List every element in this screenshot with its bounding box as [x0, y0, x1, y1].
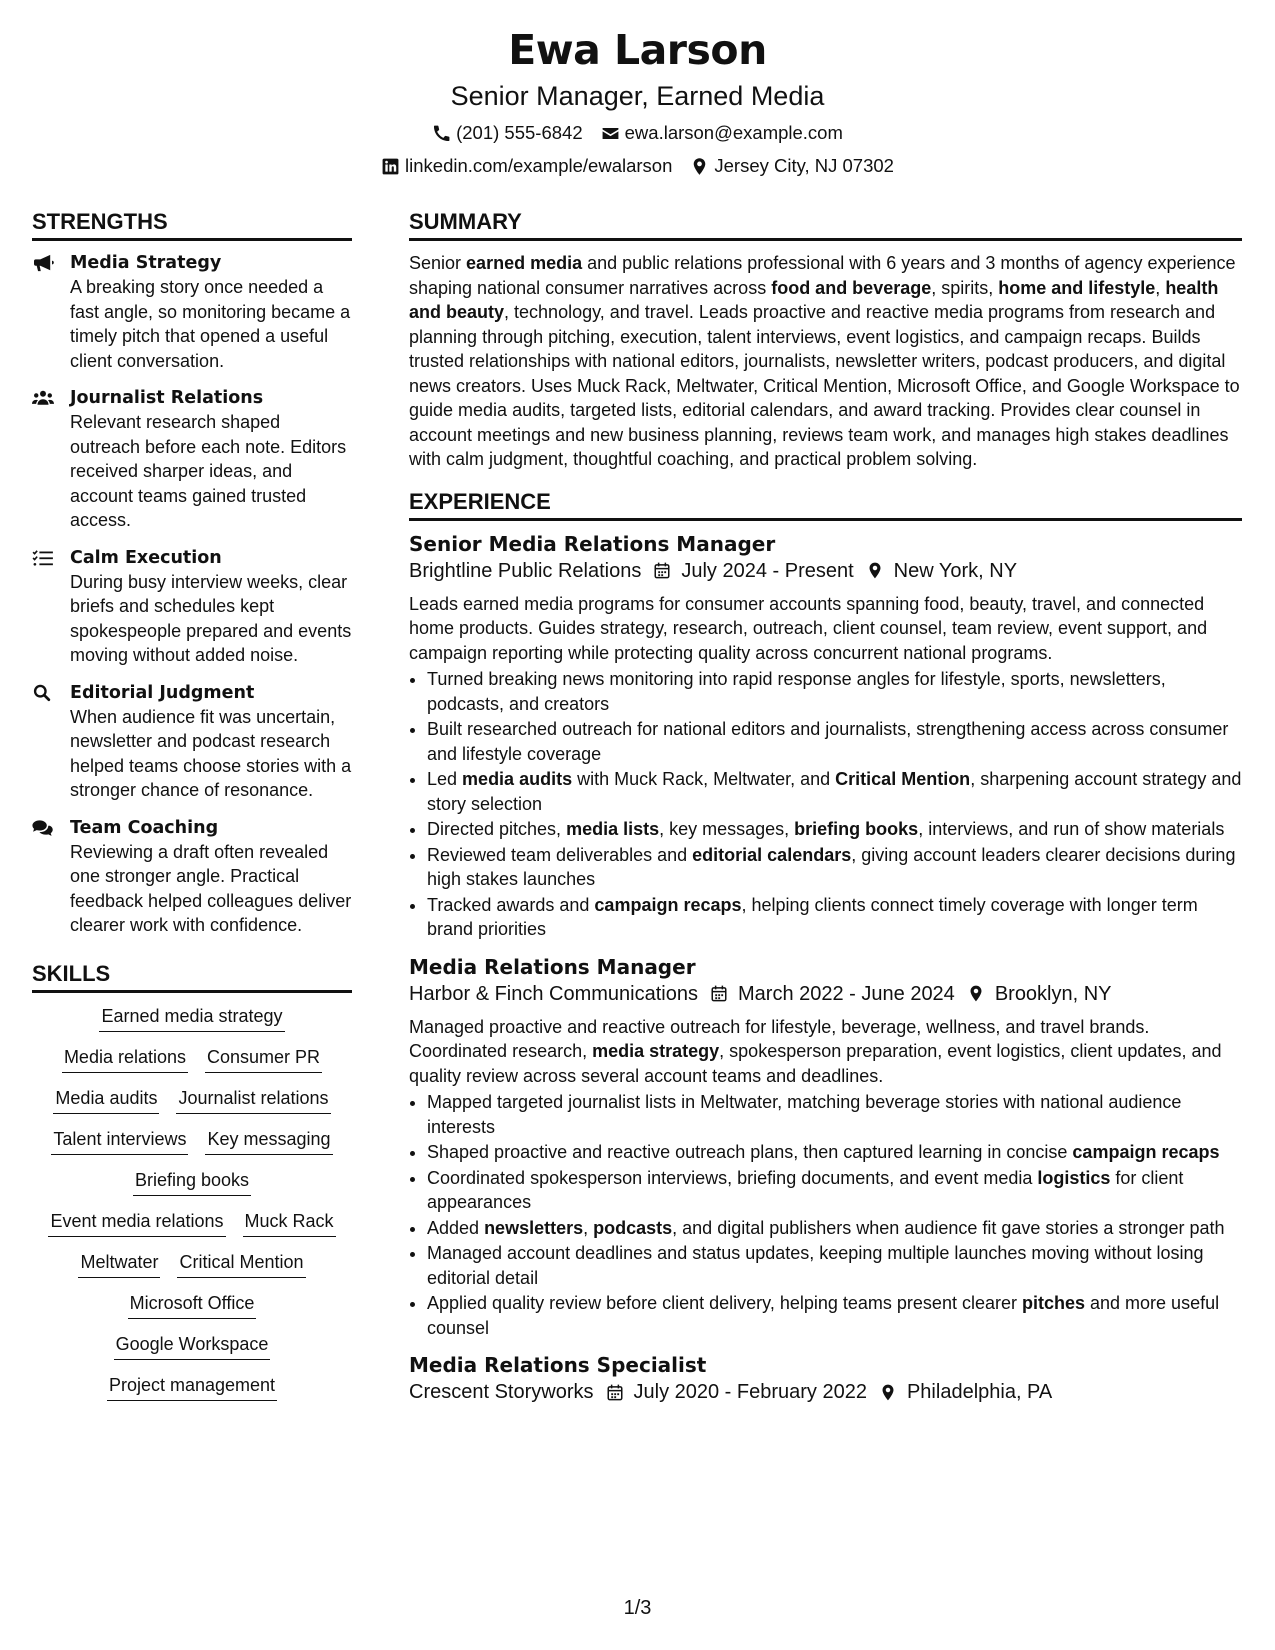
skill-row: [32, 1126, 352, 1155]
skill-tag: Meltwater: [78, 1249, 160, 1278]
bold-keyword: logistics: [1037, 1167, 1111, 1188]
job-description: Leads earned media programs for consumer accounts spanning food, beauty, travel, and connected home products. Guides strategy, research, outreach, client counsel, team review, event support, and campaign reporting while protecting quality across concurrent national programs.: [409, 593, 1208, 663]
calendar-icon: [653, 561, 671, 580]
map-pin-icon: [866, 561, 884, 580]
skill-row: [32, 1003, 352, 1032]
contact-row-2: [0, 154, 1275, 178]
job-bullets: [409, 667, 1242, 942]
skill-tag: Google Workspace: [114, 1331, 271, 1360]
job-dates: July 2024 - Present: [681, 559, 854, 582]
company-name: Crescent Storyworks: [409, 1381, 594, 1403]
bullet-item: • Managed account deadlines and status updates, keeping multiple launches moving without losing editorial detail: [427, 1241, 1242, 1290]
strength-title: Team Coaching: [70, 817, 219, 838]
skill-row: [32, 1249, 352, 1278]
skill-tag: Media audits: [53, 1085, 159, 1114]
job-meta: [409, 980, 1242, 1008]
skill-tag: Event media relations: [48, 1208, 225, 1237]
resume-header: [0, 22, 1275, 178]
bullet-item: • Directed pitches, media lists, key messages, briefing books, interviews, and run of show materials: [427, 817, 1242, 842]
job-entry: [409, 954, 1242, 1341]
bold-keyword: media strategy: [592, 1041, 720, 1061]
map-pin-icon: [879, 1383, 897, 1402]
candidate-name: Ewa Larson: [508, 26, 767, 74]
strength-title: Media Strategy: [70, 253, 222, 273]
megaphone-icon: [32, 254, 54, 272]
calendar-icon: [606, 1383, 624, 1402]
skill-tag: Project management: [107, 1372, 277, 1401]
job-bullets: [409, 1090, 1242, 1340]
skill-tag: Media relations: [62, 1044, 188, 1073]
bullet-item: • Applied quality review before client delivery, helping teams present clearer pitches and more useful counsel: [427, 1291, 1242, 1340]
email-address[interactable]: ewa.larson@example.com: [624, 122, 843, 143]
strength-desc: When audience fit was uncertain, newsletter and podcast research helped teams choose stories with a stronger chance of resonance.: [70, 706, 352, 800]
linkedin-item: [381, 154, 672, 178]
strength-title: Editorial Judgment: [70, 682, 255, 703]
calendar-icon: [710, 984, 728, 1003]
bold-keyword: campaign recaps: [1072, 1142, 1220, 1162]
company-name: Brightline Public Relations: [409, 559, 642, 582]
skill-tag: Journalist relations: [176, 1085, 330, 1114]
location-item: [690, 154, 894, 178]
skill-tag: Key messaging: [205, 1126, 332, 1155]
job-location: Brooklyn, NY: [994, 982, 1112, 1005]
map-pin-icon: [967, 984, 985, 1003]
job-title: Media Relations Specialist: [409, 1353, 707, 1377]
bullet-item: • Shaped proactive and reactive outreach plans, then captured learning in concise campaign recaps: [427, 1140, 1242, 1165]
strength-desc: A breaking story once needed a fast angle, so monitoring became a timely pitch that opened a useful client conversation.: [70, 277, 351, 371]
skills-list: [32, 1003, 352, 1401]
bullet-item: • Built researched outreach for national editors and journalists, strengthening access across consumer and lifestyle coverage: [427, 717, 1242, 766]
bullet-item: • Reviewed team deliverables and editorial calendars, giving account leaders clearer decisions during high stakes launches: [427, 843, 1242, 892]
bold-keyword: Critical Mention: [835, 769, 971, 789]
skill-row: [32, 1331, 352, 1360]
skill-row: [32, 1208, 352, 1237]
job-location: Philadelphia, PA: [906, 1381, 1053, 1403]
bullet-item: • Tracked awards and campaign recaps, helping clients connect timely coverage with longer term brand priorities: [427, 893, 1242, 942]
contact-row-1: [0, 121, 1275, 145]
bold-keyword: editorial calendars: [692, 844, 852, 865]
strength-desc: Relevant research shaped outreach before each note. Editors received sharper ideas, and account teams gained trusted access.: [70, 412, 347, 530]
bullet-item: • Added newsletters, podcasts, and digital publishers when audience fit gave stories a stronger path: [427, 1216, 1242, 1241]
skill-tag: Earned media strategy: [99, 1003, 284, 1032]
right-column: [409, 208, 1242, 1418]
bold-keyword: campaign recaps: [594, 894, 742, 915]
skill-tag: Muck Rack: [243, 1208, 336, 1237]
skill-tag: Microsoft Office: [128, 1290, 257, 1319]
search-icon: [32, 684, 54, 702]
strength-item: [32, 251, 352, 373]
users-icon: [32, 389, 54, 407]
job-dates: July 2020 - February 2022: [633, 1381, 867, 1403]
bold-keyword: health and beauty: [409, 277, 1219, 322]
list-check-icon: [32, 549, 54, 567]
bullet-item: • Led media audits with Muck Rack, Meltwater, and Critical Mention, sharpening account strategy and story selection: [427, 767, 1242, 816]
summary-heading: SUMMARY: [409, 208, 1242, 241]
strength-item: [32, 681, 352, 803]
skill-tag: Consumer PR: [205, 1044, 322, 1073]
strength-desc: During busy interview weeks, clear briefs and schedules kept spokespeople prepared and events moving without added noise.: [70, 571, 352, 665]
job-title: Senior Media Relations Manager: [409, 531, 776, 556]
envelope-icon: [601, 124, 620, 143]
map-pin-icon: [690, 157, 709, 176]
left-column: [32, 208, 352, 1413]
strengths-heading: STRENGTHS: [32, 208, 352, 241]
skill-tag: Briefing books: [133, 1167, 251, 1196]
phone-number[interactable]: (201) 555-6842: [456, 122, 583, 143]
skills-heading: SKILLS: [32, 960, 352, 993]
job-entry: [409, 1352, 1242, 1406]
bold-keyword: pitches: [1021, 1293, 1086, 1313]
page-number: 1/3: [623, 1597, 652, 1619]
job-description: Managed proactive and reactive outreach for lifestyle, beverage, wellness, and travel brands. Coordinated research, media strategy, spokesperson preparation, event logistics, client updates, and quality review across several account teams and deadlines.: [409, 1016, 1222, 1086]
skill-row: [32, 1167, 352, 1196]
strength-title: Calm Execution: [70, 547, 222, 568]
bullet-item: • Mapped targeted journalist lists in Meltwater, matching beverage stories with national audience interests: [427, 1090, 1242, 1139]
strength-item: [32, 386, 352, 533]
bold-keyword: newsletters: [484, 1217, 584, 1238]
bold-keyword: briefing books: [794, 819, 919, 839]
phone-item: [432, 121, 583, 145]
strength-item: [32, 546, 352, 668]
skill-tag: Critical Mention: [177, 1249, 305, 1278]
job-title: Media Relations Manager: [409, 954, 696, 979]
job-dates: March 2022 - June 2024: [738, 982, 955, 1005]
bold-keyword: podcasts: [593, 1217, 673, 1238]
strength-desc: Reviewing a draft often revealed one stronger angle. Practical feedback helped colleagues deliver clearer work with confidence.: [70, 841, 352, 935]
bold-keyword: food and beverage: [771, 277, 932, 298]
job-meta: [409, 557, 1242, 585]
skill-row: [32, 1290, 352, 1319]
skill-row: [32, 1085, 352, 1114]
skill-row: [32, 1044, 352, 1073]
bold-keyword: earned media: [466, 253, 583, 273]
bold-keyword: media audits: [462, 769, 573, 789]
location-text: Jersey City, NJ 07302: [714, 155, 894, 176]
company-name: Harbor & Finch Communications: [409, 982, 698, 1005]
phone-icon: [432, 124, 451, 143]
linkedin-url[interactable]: linkedin.com/example/ewalarson: [405, 155, 673, 176]
summary-text: Senior earned media and public relations professional with 6 years and 3 months of agency experience shaping national consumer narratives across food and beverage, spirits, home and lifestyle, health and beauty, technology, and travel. Leads proactive and reactive media programs from research and planning through pitching, execution, talent interviews, event logistics, and campaign recaps. Builds trusted relationships with national editors, journalists, newsletter writers, podcast producers, and digital news creators. Uses Muck Rack, Meltwater, Critical Mention, Microsoft Office, and Google Workspace to guide media audits, targeted lists, editorial calendars, and award tracking. Provides clear counsel in account meetings and new business planning, reviews team work, and manages high stakes deadlines with calm judgment, thoughtful coaching, and practical problem solving.: [409, 253, 1240, 469]
candidate-title: Senior Manager, Earned Media: [450, 81, 825, 111]
experience-heading: EXPERIENCE: [409, 488, 1242, 521]
bold-keyword: media lists: [566, 819, 660, 839]
email-item: [601, 121, 843, 145]
strength-title: Journalist Relations: [70, 388, 264, 408]
bullet-item: • Turned breaking news monitoring into rapid response angles for lifestyle, sports, newsletters, podcasts, and creators: [427, 667, 1242, 716]
skill-row: [32, 1372, 352, 1401]
skill-tag: Talent interviews: [51, 1126, 188, 1155]
linkedin-icon: [381, 157, 400, 176]
comments-icon: [32, 819, 54, 837]
bullet-item: • Coordinated spokesperson interviews, briefing documents, and event media logistics for client appearances: [427, 1166, 1242, 1215]
strength-item: [32, 816, 352, 938]
job-location: New York, NY: [893, 559, 1018, 582]
job-meta: [409, 1378, 1242, 1406]
bold-keyword: home and lifestyle: [998, 277, 1156, 298]
job-entry: [409, 531, 1242, 942]
